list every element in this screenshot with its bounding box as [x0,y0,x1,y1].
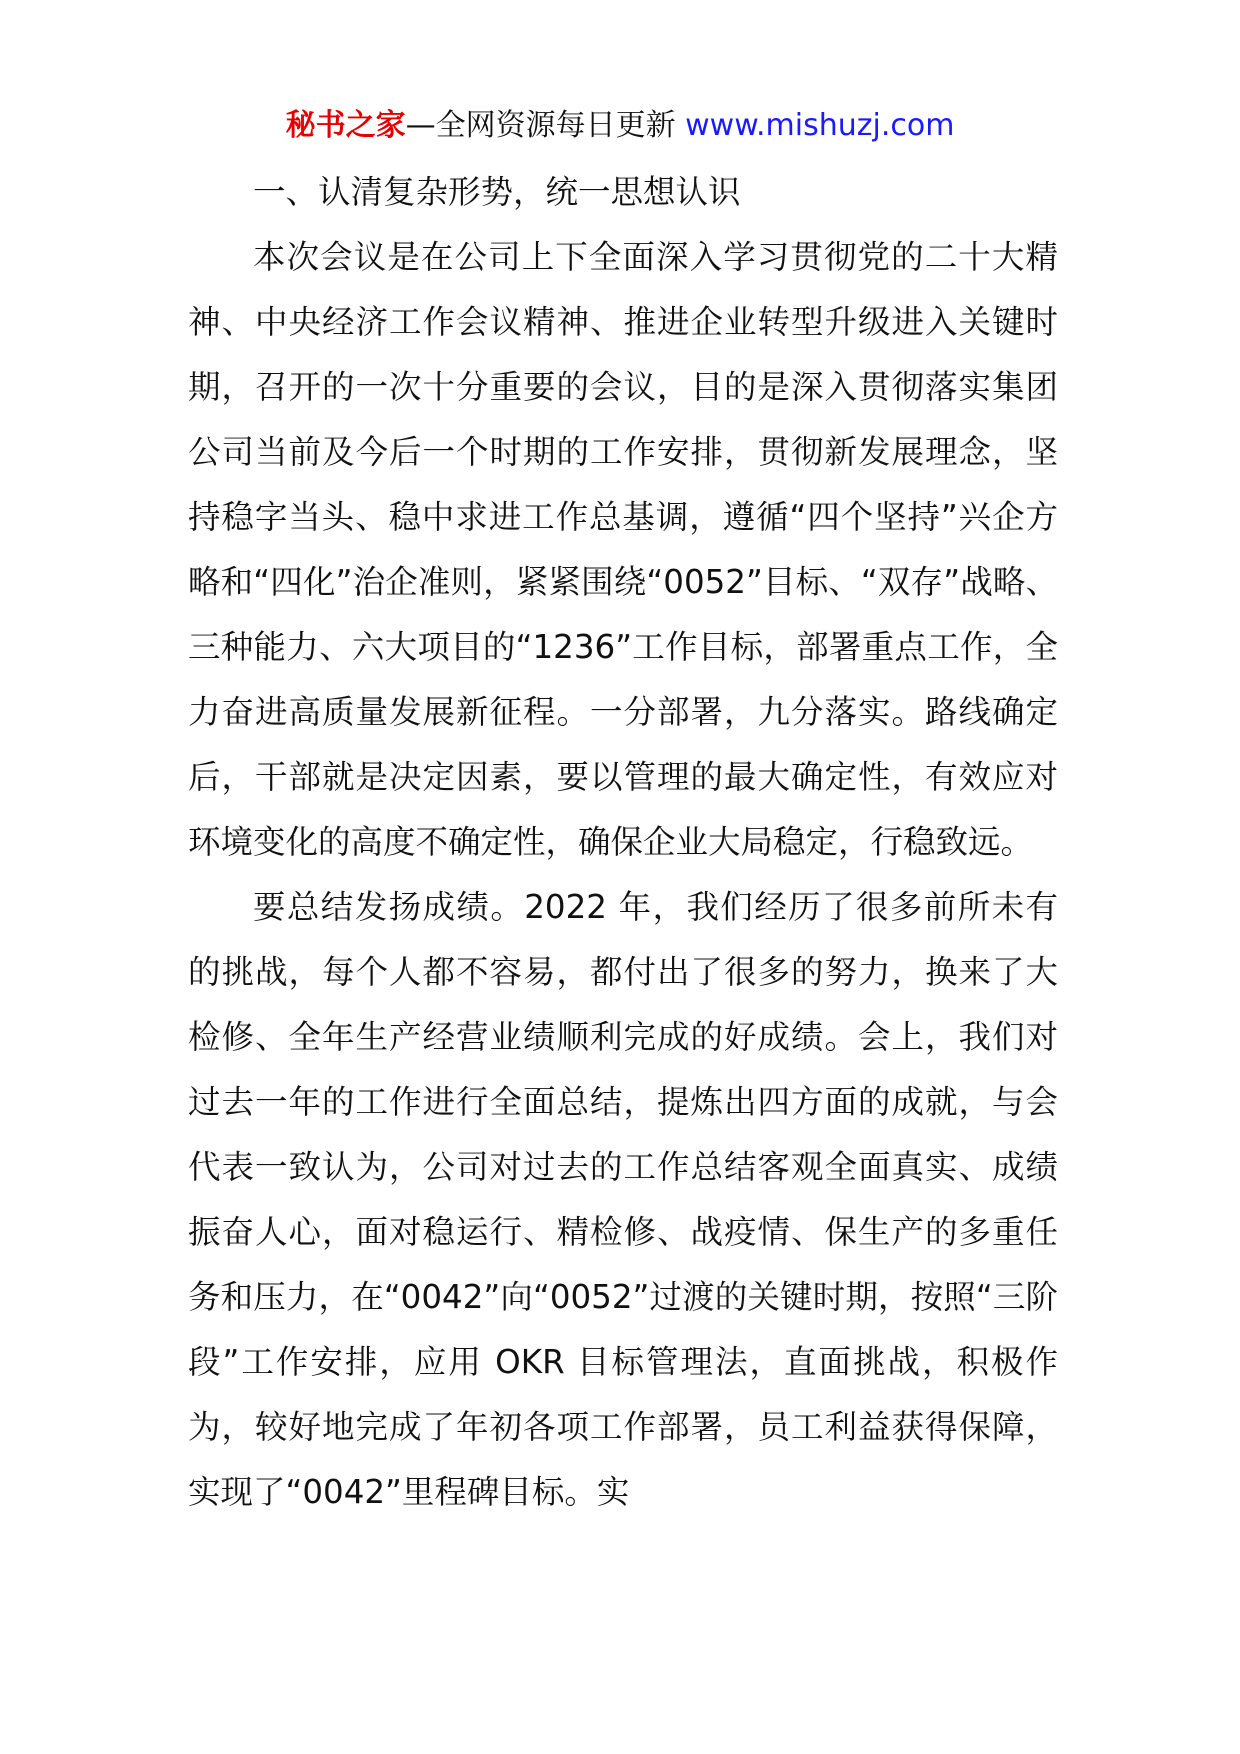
brand-name: 秘书之家 [285,108,406,143]
header-tagline: —全网资源每日更新 [405,108,686,143]
page-header [0,104,1240,148]
document-body [188,160,1058,1525]
section-heading: 一、认清复杂形势，统一思想认识 [253,173,741,211]
paragraph: 本次会议是在公司上下全面深入学习贯彻党的二十大精神、中央经济工作会议精神、推进企业转型升级进入关键时期，召开的一次十分重要的会议，目的是深入贯彻落实集团公司当前及今后一个时期的工作安排，贯彻新发展理念，坚持稳字当头、稳中求进工作总基调，遵循“四个坚持”兴企方略和“四化”治企准则，紧紧围绕“0052”目标、“双存”战略、三种能力、六大项目的“1236”工作目标，部署重点工作，全力奋进高质量发展新征程。一分部署，九分落实。路线确定后，干部就是决定因素，要以管理的最大确定性，有效应对环境变化的高度不确定性，确保企业大局稳定，行稳致远。 [188,238,1058,861]
website-link[interactable]: www.mishuzj.com [685,108,955,143]
paragraph: 要总结发扬成绩。2022 年，我们经历了很多前所未有的挑战，每个人都不容易，都付出了很多的努力，换来了大检修、全年生产经营业绩顺利完成的好成绩。会上，我们对过去一年的工作进行全面总结，提炼出四方面的成就，与会代表一致认为，公司对过去的工作总结客观全面真实、成绩振奋人心，面对稳运行、精检修、战疫情、保生产的多重任务和压力，在“0042”向“0052”过渡的关键时期，按照“三阶段”工作安排，应用 OKR 目标管理法，直面挑战，积极作为，较好地完成了年初各项工作部署，员工利益获得保障，实现了“0042”里程碑目标。实 [188,888,1058,1511]
